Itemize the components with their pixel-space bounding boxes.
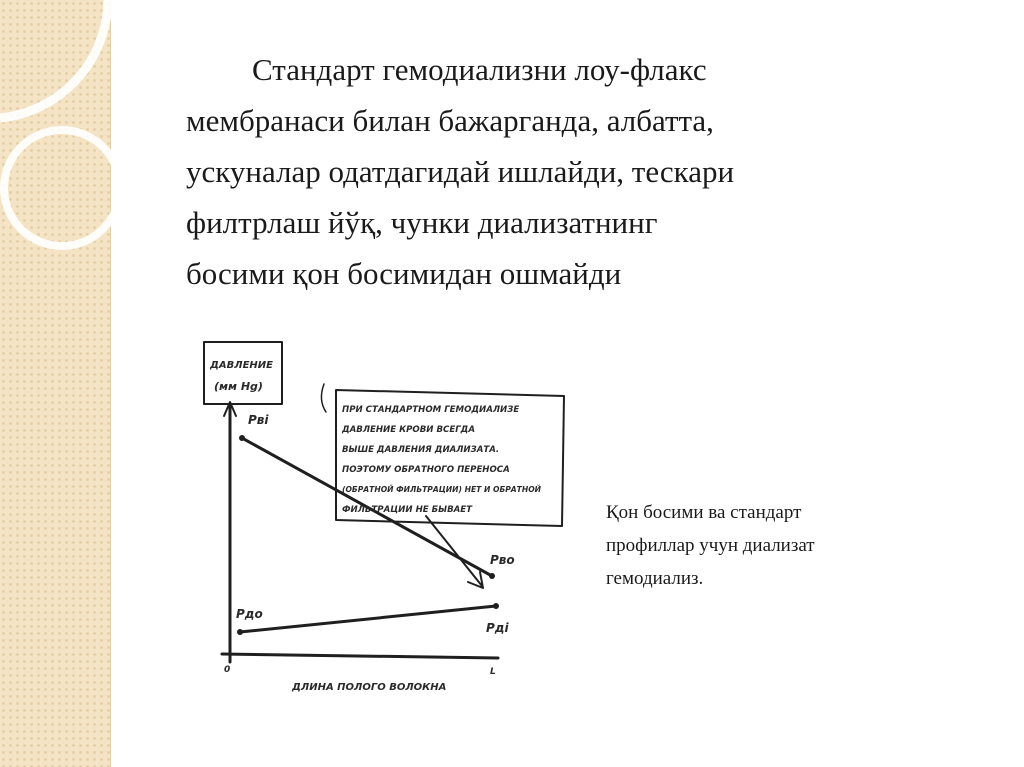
dial-out-point [493,603,499,609]
y-axis-label-1: ДАВЛЕНИЕ [210,360,273,371]
label-blood-out: Pво [490,553,515,567]
label-dial-out: Pдi [486,621,509,635]
y-axis-label-2: (мм Hg) [214,380,263,393]
note-line: ДАВЛЕНИЕ КРОВИ ВСЕГДА [342,425,475,435]
dialysate-pressure-line [240,606,496,632]
blood-in-point [239,435,245,441]
note-arrow [426,516,482,586]
paragraph-line: ускуналар одатдагидай ишлайди, тескари [186,154,735,189]
pressure-profile-figure [190,330,580,700]
caption-line: Қон босими ва стандарт [606,502,802,523]
note-line: ФИЛЬТРАЦИИ НЕ БЫВАЕТ [342,505,473,515]
paragraph-line: Стандарт гемодиализни лоу-флакс [252,52,707,87]
paragraph-line: мембранаси билан бажарганда, албатта, [186,103,714,138]
x-axis-label: ДЛИНА ПОЛОГО ВОЛОКНА [292,682,447,693]
x-tick-start: 0 [224,665,231,675]
main-paragraph [186,44,966,299]
label-dial-in: Pдо [236,607,263,621]
x-axis [222,654,498,658]
note-line: ПОЭТОМУ ОБРАТНОГО ПЕРЕНОСА [342,465,510,475]
dial-in-point [237,629,243,635]
figure-caption [606,496,936,595]
note-box-squiggle [321,384,326,412]
note-line: (ОБРАТНОЙ ФИЛЬТРАЦИИ) НЕТ И ОБРАТНОЙ [342,485,542,494]
x-tick-end: L [490,667,496,677]
blood-out-point [489,573,495,579]
caption-line: профиллар учун диализат [606,535,815,556]
paragraph-line: босими қон босимидан ошмайди [186,256,622,291]
note-line: ВЫШЕ ДАВЛЕНИЯ ДИАЛИЗАТА. [342,445,500,455]
y-axis-label-box [204,342,282,404]
label-blood-in: Pвi [248,413,269,427]
decorative-arcs [0,0,120,260]
paragraph-line: филтрлаш йўқ, чунки диализатнинг [186,205,658,240]
note-line: ПРИ СТАНДАРТНОМ ГЕМОДИАЛИЗЕ [342,405,520,415]
caption-line: гемодиализ. [606,568,704,589]
